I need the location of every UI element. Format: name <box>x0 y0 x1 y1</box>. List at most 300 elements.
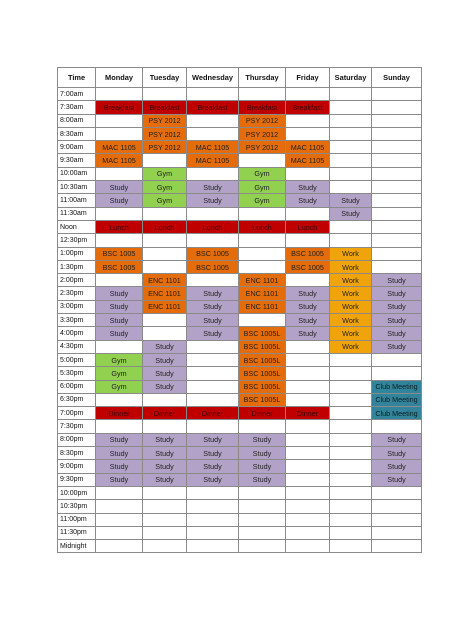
empty-cell-friday <box>286 473 330 486</box>
empty-cell-wednesday <box>187 234 239 247</box>
event-cell-saturday: Work <box>330 287 372 300</box>
empty-cell-sunday <box>372 181 422 194</box>
event-cell-tuesday: PSY 2012 <box>143 127 187 140</box>
empty-cell-wednesday <box>187 340 239 353</box>
time-slot-label: 8:00am <box>58 114 96 127</box>
empty-cell-wednesday <box>187 393 239 406</box>
table-row <box>58 274 422 287</box>
empty-cell-thursday <box>239 88 286 101</box>
empty-cell-thursday <box>239 314 286 327</box>
event-cell-monday: Gym <box>96 367 143 380</box>
empty-cell-saturday <box>330 407 372 420</box>
event-cell-monday: Study <box>96 300 143 313</box>
event-cell-monday: Study <box>96 447 143 460</box>
empty-cell-friday <box>286 486 330 499</box>
event-cell-sunday: Study <box>372 300 422 313</box>
empty-cell-monday <box>96 114 143 127</box>
time-slot-label: 5:00pm <box>58 353 96 366</box>
empty-cell-sunday <box>372 367 422 380</box>
event-cell-sunday: Study <box>372 447 422 460</box>
event-cell-thursday: Gym <box>239 194 286 207</box>
empty-cell-thursday <box>239 500 286 513</box>
empty-cell-tuesday <box>143 234 187 247</box>
event-cell-monday: Breakfast <box>96 101 143 114</box>
empty-cell-saturday <box>330 500 372 513</box>
empty-cell-sunday <box>372 220 422 233</box>
empty-cell-friday <box>286 353 330 366</box>
empty-cell-sunday <box>372 154 422 167</box>
time-slot-label: 4:30pm <box>58 340 96 353</box>
empty-cell-sunday <box>372 486 422 499</box>
empty-cell-tuesday <box>143 260 187 273</box>
empty-cell-friday <box>286 393 330 406</box>
time-slot-label: 11:30am <box>58 207 96 220</box>
empty-cell-sunday <box>372 247 422 260</box>
event-cell-sunday: Study <box>372 287 422 300</box>
event-cell-thursday: BSC 1005L <box>239 340 286 353</box>
event-cell-thursday: ENC 1101 <box>239 274 286 287</box>
empty-cell-sunday <box>372 353 422 366</box>
event-cell-friday: Study <box>286 314 330 327</box>
time-slot-label: 7:00pm <box>58 407 96 420</box>
event-cell-sunday: Study <box>372 473 422 486</box>
table-row <box>58 88 422 101</box>
table-row <box>58 220 422 233</box>
empty-cell-saturday <box>330 220 372 233</box>
event-cell-friday: Study <box>286 300 330 313</box>
time-slot-label: 9:00pm <box>58 460 96 473</box>
table-row <box>58 114 422 127</box>
empty-cell-friday <box>286 420 330 433</box>
empty-cell-saturday <box>330 433 372 446</box>
event-cell-sunday: Study <box>372 340 422 353</box>
schedule-body <box>58 88 422 553</box>
empty-cell-friday <box>286 234 330 247</box>
event-cell-thursday: PSY 2012 <box>239 127 286 140</box>
event-cell-thursday: Lunch <box>239 220 286 233</box>
empty-cell-thursday <box>239 540 286 553</box>
event-cell-tuesday: Gym <box>143 194 187 207</box>
event-cell-friday: Study <box>286 194 330 207</box>
empty-cell-saturday <box>330 114 372 127</box>
event-cell-monday: Study <box>96 327 143 340</box>
time-slot-label: 11:30pm <box>58 526 96 539</box>
table-row <box>58 101 422 114</box>
event-cell-thursday: BSC 1005L <box>239 393 286 406</box>
empty-cell-wednesday <box>187 526 239 539</box>
empty-cell-monday <box>96 274 143 287</box>
empty-cell-tuesday <box>143 486 187 499</box>
event-cell-sunday: Study <box>372 314 422 327</box>
event-cell-sunday: Study <box>372 460 422 473</box>
empty-cell-monday <box>96 127 143 140</box>
table-row <box>58 486 422 499</box>
empty-cell-monday <box>96 500 143 513</box>
table-row <box>58 526 422 539</box>
event-cell-wednesday: Study <box>187 473 239 486</box>
table-row <box>58 167 422 180</box>
table-row <box>58 353 422 366</box>
empty-cell-wednesday <box>187 207 239 220</box>
empty-cell-monday <box>96 167 143 180</box>
event-cell-saturday: Study <box>330 194 372 207</box>
empty-cell-friday <box>286 447 330 460</box>
event-cell-thursday: BSC 1005L <box>239 380 286 393</box>
empty-cell-monday <box>96 393 143 406</box>
empty-cell-wednesday <box>187 380 239 393</box>
event-cell-tuesday: Gym <box>143 181 187 194</box>
empty-cell-monday <box>96 526 143 539</box>
time-slot-label: 10:30am <box>58 181 96 194</box>
table-row <box>58 287 422 300</box>
event-cell-monday: MAC 1105 <box>96 141 143 154</box>
empty-cell-friday <box>286 500 330 513</box>
time-slot-label: 12:30pm <box>58 234 96 247</box>
header-monday: Monday <box>96 68 143 88</box>
event-cell-tuesday: PSY 2012 <box>143 114 187 127</box>
empty-cell-wednesday <box>187 500 239 513</box>
empty-cell-tuesday <box>143 420 187 433</box>
empty-cell-sunday <box>372 260 422 273</box>
empty-cell-wednesday <box>187 540 239 553</box>
empty-cell-sunday <box>372 234 422 247</box>
event-cell-monday: Lunch <box>96 220 143 233</box>
empty-cell-thursday <box>239 207 286 220</box>
event-cell-friday: Study <box>286 181 330 194</box>
event-cell-thursday: ENC 1101 <box>239 300 286 313</box>
table-row <box>58 420 422 433</box>
empty-cell-friday <box>286 340 330 353</box>
header-saturday: Saturday <box>330 68 372 88</box>
empty-cell-saturday <box>330 167 372 180</box>
event-cell-monday: Gym <box>96 380 143 393</box>
empty-cell-monday <box>96 88 143 101</box>
empty-cell-wednesday <box>187 367 239 380</box>
event-cell-friday: MAC 1105 <box>286 141 330 154</box>
header-wednesday: Wednesday <box>187 68 239 88</box>
event-cell-wednesday: Study <box>187 314 239 327</box>
event-cell-sunday: Club Meeting <box>372 380 422 393</box>
empty-cell-tuesday <box>143 526 187 539</box>
empty-cell-saturday <box>330 420 372 433</box>
empty-cell-monday <box>96 340 143 353</box>
empty-cell-friday <box>286 127 330 140</box>
empty-cell-saturday <box>330 447 372 460</box>
table-row <box>58 447 422 460</box>
event-cell-saturday: Work <box>330 340 372 353</box>
empty-cell-saturday <box>330 473 372 486</box>
header-time: Time <box>58 68 96 88</box>
empty-cell-friday <box>286 274 330 287</box>
time-slot-label: 9:00am <box>58 141 96 154</box>
time-slot-label: 9:30am <box>58 154 96 167</box>
empty-cell-monday <box>96 540 143 553</box>
time-slot-label: 11:00am <box>58 194 96 207</box>
event-cell-tuesday: Study <box>143 353 187 366</box>
empty-cell-sunday <box>372 114 422 127</box>
event-cell-saturday: Study <box>330 207 372 220</box>
empty-cell-saturday <box>330 141 372 154</box>
empty-cell-saturday <box>330 88 372 101</box>
event-cell-thursday: Gym <box>239 181 286 194</box>
empty-cell-friday <box>286 88 330 101</box>
event-cell-thursday: Study <box>239 447 286 460</box>
event-cell-saturday: Work <box>330 247 372 260</box>
weekly-schedule-table <box>57 67 422 553</box>
event-cell-monday: Study <box>96 473 143 486</box>
time-slot-label: 8:30am <box>58 127 96 140</box>
empty-cell-saturday <box>330 380 372 393</box>
event-cell-thursday: Gym <box>239 167 286 180</box>
empty-cell-saturday <box>330 393 372 406</box>
empty-cell-wednesday <box>187 513 239 526</box>
empty-cell-saturday <box>330 460 372 473</box>
event-cell-tuesday: Study <box>143 473 187 486</box>
empty-cell-saturday <box>330 513 372 526</box>
time-slot-label: 2:00pm <box>58 274 96 287</box>
event-cell-friday: Lunch <box>286 220 330 233</box>
empty-cell-friday <box>286 114 330 127</box>
empty-cell-sunday <box>372 500 422 513</box>
empty-cell-monday <box>96 513 143 526</box>
header-row <box>58 68 422 88</box>
time-slot-label: 7:30pm <box>58 420 96 433</box>
event-cell-wednesday: Study <box>187 300 239 313</box>
empty-cell-wednesday <box>187 420 239 433</box>
event-cell-tuesday: Study <box>143 380 187 393</box>
event-cell-friday: BSC 1005 <box>286 247 330 260</box>
empty-cell-tuesday <box>143 393 187 406</box>
event-cell-wednesday: BSC 1005 <box>187 247 239 260</box>
event-cell-tuesday: Study <box>143 340 187 353</box>
table-row <box>58 513 422 526</box>
empty-cell-wednesday <box>187 88 239 101</box>
event-cell-tuesday: ENC 1101 <box>143 274 187 287</box>
empty-cell-sunday <box>372 167 422 180</box>
table-row <box>58 234 422 247</box>
empty-cell-thursday <box>239 420 286 433</box>
time-slot-label: 2:30pm <box>58 287 96 300</box>
time-slot-label: 10:00pm <box>58 486 96 499</box>
event-cell-thursday: ENC 1101 <box>239 287 286 300</box>
table-row <box>58 181 422 194</box>
empty-cell-thursday <box>239 247 286 260</box>
event-cell-wednesday: Study <box>187 447 239 460</box>
empty-cell-wednesday <box>187 114 239 127</box>
time-slot-label: Midnight <box>58 540 96 553</box>
empty-cell-sunday <box>372 127 422 140</box>
event-cell-thursday: Study <box>239 473 286 486</box>
event-cell-tuesday: ENC 1101 <box>143 300 187 313</box>
event-cell-monday: Study <box>96 181 143 194</box>
event-cell-wednesday: Study <box>187 194 239 207</box>
event-cell-saturday: Work <box>330 300 372 313</box>
empty-cell-tuesday <box>143 327 187 340</box>
empty-cell-friday <box>286 513 330 526</box>
table-row <box>58 194 422 207</box>
event-cell-saturday: Work <box>330 314 372 327</box>
time-slot-label: 3:30pm <box>58 314 96 327</box>
empty-cell-friday <box>286 460 330 473</box>
event-cell-monday: Dinner <box>96 407 143 420</box>
time-slot-label: 4:00pm <box>58 327 96 340</box>
header-thursday: Thursday <box>239 68 286 88</box>
empty-cell-sunday <box>372 207 422 220</box>
time-slot-label: 6:30pm <box>58 393 96 406</box>
event-cell-monday: Study <box>96 194 143 207</box>
event-cell-wednesday: Study <box>187 460 239 473</box>
empty-cell-monday <box>96 486 143 499</box>
empty-cell-sunday <box>372 420 422 433</box>
event-cell-friday: MAC 1105 <box>286 154 330 167</box>
table-row <box>58 433 422 446</box>
time-slot-label: 1:30pm <box>58 260 96 273</box>
table-row <box>58 407 422 420</box>
table-row <box>58 540 422 553</box>
event-cell-sunday: Study <box>372 433 422 446</box>
empty-cell-thursday <box>239 260 286 273</box>
event-cell-monday: BSC 1005 <box>96 260 143 273</box>
empty-cell-tuesday <box>143 500 187 513</box>
empty-cell-sunday <box>372 540 422 553</box>
empty-cell-thursday <box>239 526 286 539</box>
event-cell-friday: Study <box>286 327 330 340</box>
event-cell-monday: Study <box>96 433 143 446</box>
event-cell-monday: Study <box>96 314 143 327</box>
table-row <box>58 500 422 513</box>
table-row <box>58 340 422 353</box>
time-slot-label: 7:30am <box>58 101 96 114</box>
empty-cell-wednesday <box>187 167 239 180</box>
empty-cell-thursday <box>239 486 286 499</box>
empty-cell-friday <box>286 526 330 539</box>
event-cell-saturday: Work <box>330 274 372 287</box>
time-slot-label: 10:00am <box>58 167 96 180</box>
empty-cell-friday <box>286 167 330 180</box>
table-row <box>58 460 422 473</box>
time-slot-label: 5:30pm <box>58 367 96 380</box>
empty-cell-sunday <box>372 526 422 539</box>
table-row <box>58 141 422 154</box>
empty-cell-saturday <box>330 234 372 247</box>
time-slot-label: Noon <box>58 220 96 233</box>
event-cell-tuesday: Dinner <box>143 407 187 420</box>
empty-cell-tuesday <box>143 540 187 553</box>
event-cell-thursday: Dinner <box>239 407 286 420</box>
empty-cell-sunday <box>372 194 422 207</box>
event-cell-sunday: Club Meeting <box>372 407 422 420</box>
event-cell-wednesday: Study <box>187 327 239 340</box>
time-slot-label: 3:00pm <box>58 300 96 313</box>
event-cell-tuesday: Study <box>143 460 187 473</box>
event-cell-wednesday: BSC 1005 <box>187 260 239 273</box>
event-cell-tuesday: Breakfast <box>143 101 187 114</box>
empty-cell-wednesday <box>187 127 239 140</box>
event-cell-saturday: Work <box>330 260 372 273</box>
event-cell-thursday: BSC 1005L <box>239 327 286 340</box>
table-row <box>58 380 422 393</box>
empty-cell-tuesday <box>143 314 187 327</box>
empty-cell-friday <box>286 207 330 220</box>
empty-cell-saturday <box>330 486 372 499</box>
table-row <box>58 127 422 140</box>
event-cell-thursday: Breakfast <box>239 101 286 114</box>
table-row <box>58 260 422 273</box>
empty-cell-tuesday <box>143 154 187 167</box>
event-cell-tuesday: Lunch <box>143 220 187 233</box>
event-cell-wednesday: Dinner <box>187 407 239 420</box>
empty-cell-saturday <box>330 353 372 366</box>
event-cell-sunday: Study <box>372 274 422 287</box>
event-cell-thursday: Study <box>239 460 286 473</box>
empty-cell-thursday <box>239 234 286 247</box>
time-slot-label: 11:00pm <box>58 513 96 526</box>
empty-cell-wednesday <box>187 353 239 366</box>
event-cell-wednesday: Study <box>187 287 239 300</box>
event-cell-monday: BSC 1005 <box>96 247 143 260</box>
empty-cell-tuesday <box>143 88 187 101</box>
time-slot-label: 1:00pm <box>58 247 96 260</box>
event-cell-tuesday: Study <box>143 367 187 380</box>
time-slot-label: 7:00am <box>58 88 96 101</box>
event-cell-tuesday: PSY 2012 <box>143 141 187 154</box>
empty-cell-saturday <box>330 101 372 114</box>
empty-cell-sunday <box>372 88 422 101</box>
event-cell-friday: BSC 1005 <box>286 260 330 273</box>
empty-cell-sunday <box>372 141 422 154</box>
event-cell-wednesday: Study <box>187 181 239 194</box>
empty-cell-friday <box>286 540 330 553</box>
table-row <box>58 327 422 340</box>
table-row <box>58 154 422 167</box>
empty-cell-monday <box>96 420 143 433</box>
event-cell-wednesday: MAC 1105 <box>187 141 239 154</box>
event-cell-monday: MAC 1105 <box>96 154 143 167</box>
event-cell-monday: Study <box>96 460 143 473</box>
empty-cell-sunday <box>372 101 422 114</box>
empty-cell-monday <box>96 234 143 247</box>
table-row <box>58 207 422 220</box>
event-cell-thursday: Study <box>239 433 286 446</box>
time-slot-label: 8:00pm <box>58 433 96 446</box>
empty-cell-friday <box>286 433 330 446</box>
empty-cell-saturday <box>330 181 372 194</box>
event-cell-friday: Dinner <box>286 407 330 420</box>
event-cell-tuesday: ENC 1101 <box>143 287 187 300</box>
empty-cell-monday <box>96 207 143 220</box>
empty-cell-wednesday <box>187 274 239 287</box>
event-cell-thursday: PSY 2012 <box>239 114 286 127</box>
header-sunday: Sunday <box>372 68 422 88</box>
event-cell-wednesday: MAC 1105 <box>187 154 239 167</box>
time-slot-label: 8:30pm <box>58 447 96 460</box>
empty-cell-thursday <box>239 154 286 167</box>
table-row <box>58 314 422 327</box>
time-slot-label: 9:30pm <box>58 473 96 486</box>
empty-cell-tuesday <box>143 513 187 526</box>
empty-cell-tuesday <box>143 247 187 260</box>
time-slot-label: 10:30pm <box>58 500 96 513</box>
event-cell-tuesday: Study <box>143 433 187 446</box>
event-cell-wednesday: Breakfast <box>187 101 239 114</box>
table-row <box>58 473 422 486</box>
empty-cell-thursday <box>239 513 286 526</box>
empty-cell-wednesday <box>187 486 239 499</box>
header-tuesday: Tuesday <box>143 68 187 88</box>
event-cell-monday: Study <box>96 287 143 300</box>
event-cell-thursday: BSC 1005L <box>239 367 286 380</box>
event-cell-friday: Breakfast <box>286 101 330 114</box>
